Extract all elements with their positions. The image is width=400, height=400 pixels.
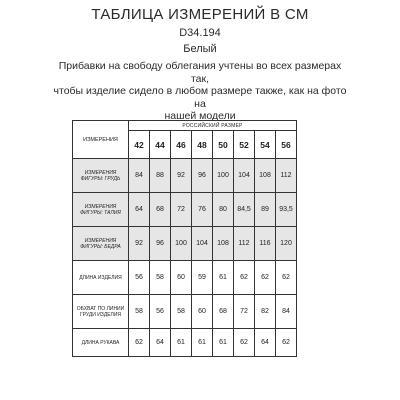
size-header: 52 xyxy=(234,131,255,159)
size-header: 44 xyxy=(150,131,171,159)
row-label: ИЗМЕРЕНИЯ ФИГУРЫ: ТАЛИЯ xyxy=(73,193,129,227)
row-label: ДЛИНА ИЗДЕЛИЯ xyxy=(73,261,129,295)
table-cell: 89 xyxy=(255,193,276,227)
table-cell: 100 xyxy=(213,159,234,193)
table-cell: 108 xyxy=(213,227,234,261)
table-cell: 76 xyxy=(192,193,213,227)
row-label: ИЗМЕРЕНИЯ ФИГУРЫ: БЕДРА xyxy=(73,227,129,261)
page-title: ТАБЛИЦА ИЗМЕРЕНИЙ В СМ xyxy=(91,6,309,23)
table-cell: 61 xyxy=(171,329,192,357)
table-cell: 93,5 xyxy=(276,193,297,227)
table-row xyxy=(73,329,297,357)
size-header: 46 xyxy=(171,131,192,159)
table-cell: 58 xyxy=(171,295,192,329)
table-cell: 112 xyxy=(234,227,255,261)
table-cell: 58 xyxy=(129,295,150,329)
table-body xyxy=(73,159,297,357)
table-cell: 104 xyxy=(192,227,213,261)
table-cell: 108 xyxy=(255,159,276,193)
size-header: 56 xyxy=(276,131,297,159)
table-cell: 62 xyxy=(234,329,255,357)
table-cell: 84 xyxy=(129,159,150,193)
table-cell: 100 xyxy=(171,227,192,261)
size-header: 50 xyxy=(213,131,234,159)
table-cell: 62 xyxy=(234,261,255,295)
table-cell: 84 xyxy=(276,295,297,329)
size-header: 48 xyxy=(192,131,213,159)
table-row xyxy=(73,295,297,329)
fit-note-line: Прибавки на свободу облегания учтены во всех размерах так, xyxy=(58,60,342,85)
table-cell: 56 xyxy=(150,295,171,329)
table-corner-label: ИЗМЕРЕНИЯ xyxy=(73,121,129,159)
table-cell: 72 xyxy=(171,193,192,227)
table-row xyxy=(73,159,297,193)
table-cell: 61 xyxy=(213,261,234,295)
table-cell: 64 xyxy=(255,329,276,357)
table-row xyxy=(73,227,297,261)
fit-note-line: нашей модели xyxy=(164,110,236,122)
table-cell: 58 xyxy=(150,261,171,295)
table-cell: 80 xyxy=(213,193,234,227)
fit-note xyxy=(50,60,350,123)
table-cell: 62 xyxy=(129,329,150,357)
table-cell: 92 xyxy=(129,227,150,261)
table-cell: 61 xyxy=(213,329,234,357)
table-cell: 84,5 xyxy=(234,193,255,227)
table-cell: 62 xyxy=(276,261,297,295)
table-cell: 62 xyxy=(255,261,276,295)
size-table xyxy=(72,120,297,357)
table-cell: 62 xyxy=(276,329,297,357)
size-header: 42 xyxy=(129,131,150,159)
table-row xyxy=(73,261,297,295)
table-cell: 64 xyxy=(129,193,150,227)
article-number: D34.194 xyxy=(179,27,221,39)
fit-note-line: чтобы изделие сидело в любом размере также, как на фото на xyxy=(53,85,347,110)
product-color: Белый xyxy=(183,43,217,55)
row-label: ИЗМЕРЕНИЯ ФИГУРЫ: ГРУДЬ xyxy=(73,159,129,193)
table-cell: 96 xyxy=(192,159,213,193)
russian-size-header: РОССИЙСКИЙ РАЗМЕР xyxy=(129,121,297,131)
table-cell: 61 xyxy=(192,329,213,357)
table-cell: 68 xyxy=(150,193,171,227)
table-cell: 68 xyxy=(213,295,234,329)
table-cell: 60 xyxy=(171,261,192,295)
table-cell: 88 xyxy=(150,159,171,193)
row-label: ОБХВАТ ПО ЛИНИИ ГРУДИ ИЗДЕЛИЯ xyxy=(73,295,129,329)
table-cell: 120 xyxy=(276,227,297,261)
row-label: ДЛИНА РУКАВА xyxy=(73,329,129,357)
table-cell: 60 xyxy=(192,295,213,329)
size-header: 54 xyxy=(255,131,276,159)
table-cell: 56 xyxy=(129,261,150,295)
table-cell: 92 xyxy=(171,159,192,193)
table-cell: 82 xyxy=(255,295,276,329)
table-cell: 96 xyxy=(150,227,171,261)
table-row xyxy=(73,193,297,227)
table-cell: 59 xyxy=(192,261,213,295)
table-cell: 104 xyxy=(234,159,255,193)
table-cell: 112 xyxy=(276,159,297,193)
table-cell: 116 xyxy=(255,227,276,261)
table-cell: 64 xyxy=(150,329,171,357)
table-cell: 72 xyxy=(234,295,255,329)
